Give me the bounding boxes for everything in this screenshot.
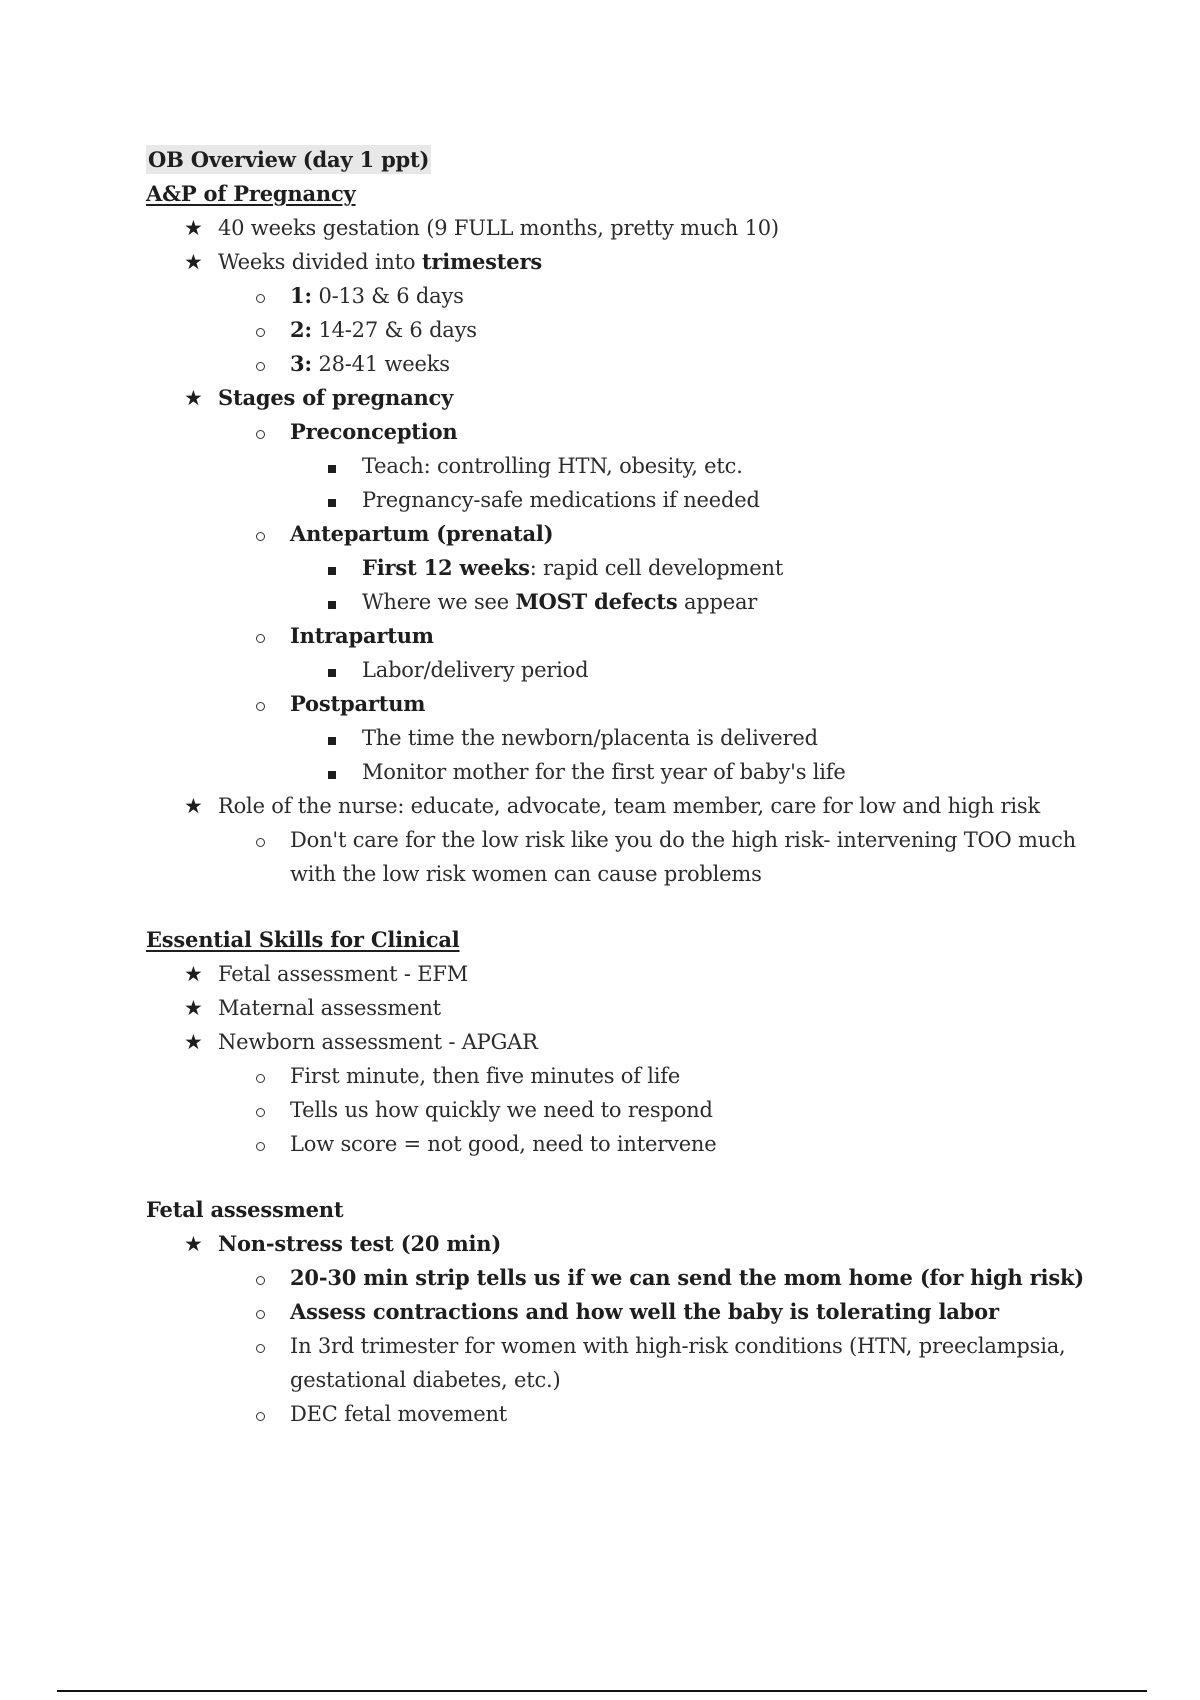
list-item-bold: 2:: [290, 317, 312, 342]
list-item: Newborn assessment - APGAR: [218, 1030, 538, 1054]
list-item-text: 0-13 & 6 days: [311, 284, 464, 308]
list-item: Monitor mother for the first year of baby's life: [362, 760, 846, 784]
list-item: Intrapartum: [290, 623, 434, 648]
circle-bullet-icon: [256, 350, 265, 378]
list-item: First minute, then five minutes of life: [290, 1064, 681, 1088]
doc-title-text: OB Overview (day 1 ppt): [148, 147, 430, 172]
list-item: [290, 350, 450, 378]
list-item-text: 28-41 weeks: [311, 352, 450, 376]
square-bullet-icon: [328, 656, 336, 684]
square-bullet-icon: [328, 588, 336, 616]
section-heading-fetal: Fetal assessment: [146, 1197, 344, 1222]
list-item: Don't care for the low risk like you do the high risk- intervening TOO much: [290, 828, 1076, 852]
list-item-continuation: gestational diabetes, etc.): [290, 1368, 561, 1392]
list-item: Role of the nurse: educate, advocate, team member, care for low and high risk: [218, 794, 1040, 818]
list-item-text: Where we see: [362, 590, 516, 614]
circle-bullet-icon: [256, 690, 265, 718]
circle-bullet-icon: [256, 1264, 265, 1292]
star-bullet-icon: ★: [184, 386, 203, 410]
section-heading-skills: Essential Skills for Clinical: [146, 927, 460, 952]
square-bullet-icon: [328, 486, 336, 514]
list-item: DEC fetal movement: [290, 1402, 508, 1426]
list-item: [290, 282, 464, 310]
square-bullet-icon: [328, 758, 336, 786]
circle-bullet-icon: [256, 520, 265, 548]
list-item-bold: trimesters: [421, 249, 542, 274]
circle-bullet-icon: [256, 1062, 265, 1090]
star-bullet-icon: ★: [184, 996, 203, 1020]
circle-bullet-icon: [256, 1096, 265, 1124]
list-item: Labor/delivery period: [362, 658, 589, 682]
circle-bullet-icon: [256, 282, 265, 310]
list-item-bold: 3:: [290, 351, 312, 376]
star-bullet-icon: ★: [184, 1232, 203, 1256]
list-item-bold: 1:: [290, 283, 312, 308]
star-bullet-icon: ★: [184, 1030, 203, 1054]
list-item: [218, 248, 542, 276]
list-item: Maternal assessment: [218, 996, 441, 1020]
circle-bullet-icon: [256, 622, 265, 650]
section-heading-anp: A&P of Pregnancy: [146, 181, 356, 206]
star-bullet-icon: ★: [184, 962, 203, 986]
square-bullet-icon: [328, 724, 336, 752]
list-item-continuation: with the low risk women can cause problems: [290, 862, 762, 886]
star-bullet-icon: ★: [184, 794, 203, 818]
list-item: Preconception: [290, 419, 458, 444]
list-item: [290, 316, 477, 344]
list-item-text: : rapid cell development: [529, 556, 784, 580]
list-item: Non-stress test (20 min): [218, 1231, 502, 1256]
star-bullet-icon: ★: [184, 250, 203, 274]
list-item: [362, 554, 783, 582]
circle-bullet-icon: [256, 1400, 265, 1428]
list-item: The time the newborn/placenta is delivered: [362, 726, 818, 750]
list-item: Assess contractions and how well the baby is tolerating labor: [290, 1299, 999, 1324]
doc-title: [146, 146, 431, 174]
list-item: Fetal assessment - EFM: [218, 962, 469, 986]
list-item: 40 weeks gestation (9 FULL months, pretty much 10): [218, 216, 779, 240]
circle-bullet-icon: [256, 418, 265, 446]
square-bullet-icon: [328, 554, 336, 582]
list-item-text: appear: [677, 590, 758, 614]
circle-bullet-icon: [256, 826, 265, 854]
list-item-text: 14-27 & 6 days: [311, 318, 477, 342]
list-item: Low score = not good, need to intervene: [290, 1132, 717, 1156]
list-item: [362, 588, 757, 616]
star-bullet-icon: ★: [184, 216, 203, 240]
list-item: Pregnancy-safe medications if needed: [362, 488, 760, 512]
list-item: Tells us how quickly we need to respond: [290, 1098, 713, 1122]
list-item: Postpartum: [290, 691, 426, 716]
list-item-text: Weeks divided into: [218, 250, 422, 274]
page-bottom-divider: [57, 1690, 1147, 1692]
list-item: Antepartum (prenatal): [290, 521, 554, 546]
circle-bullet-icon: [256, 1332, 265, 1360]
circle-bullet-icon: [256, 316, 265, 344]
square-bullet-icon: [328, 452, 336, 480]
list-item-bold: MOST defects: [515, 589, 678, 614]
list-item: 20-30 min strip tells us if we can send the mom home (for high risk): [290, 1265, 1085, 1290]
list-item: Stages of pregnancy: [218, 385, 454, 410]
list-item: Teach: controlling HTN, obesity, etc.: [362, 454, 743, 478]
list-item: In 3rd trimester for women with high-risk conditions (HTN, preeclampsia,: [290, 1334, 1066, 1358]
list-item-bold: First 12 weeks: [362, 555, 530, 580]
circle-bullet-icon: [256, 1130, 265, 1158]
circle-bullet-icon: [256, 1298, 265, 1326]
